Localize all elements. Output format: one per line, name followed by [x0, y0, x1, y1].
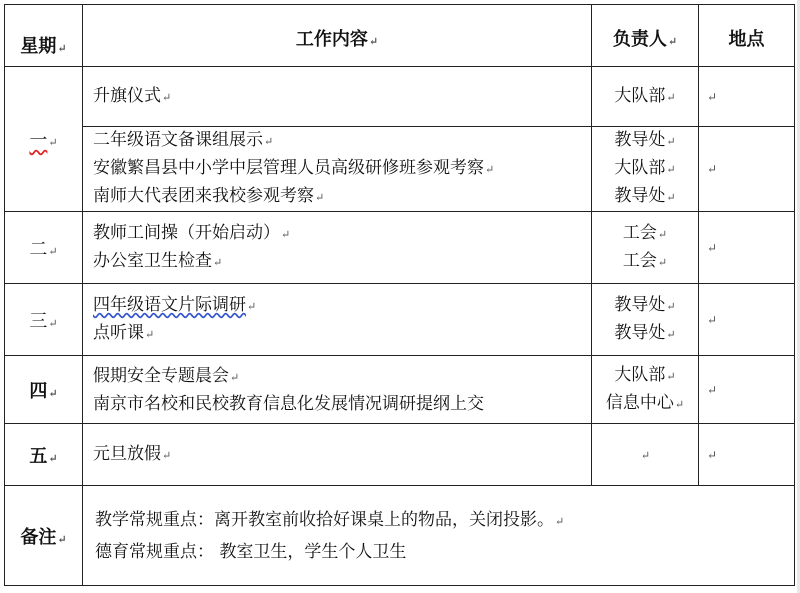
location-cell: ↵: [699, 67, 795, 127]
table-row-tuesday: [5, 212, 795, 284]
location-cell: ↵: [699, 127, 795, 212]
content-cell: 假期安全专题晨会↵ 南京市名校和民校教育信息化发展情况调研提纲上交: [83, 356, 592, 424]
content-cell: 升旗仪式↵: [83, 67, 592, 127]
header-day: 星期↵: [5, 5, 83, 67]
content-cell: 二年级语文备课组展示↵ 安徽繁昌县中小学中层管理人员高级研修班参观考察↵ 南师大代表团来我校参观考察↵: [83, 127, 592, 212]
day-cell-monday: 一↵: [5, 67, 83, 212]
day-cell-wednesday: 三↵: [5, 284, 83, 356]
remarks-content-cell: 教学常规重点：离开教室前收拾好课桌上的物品，关闭投影。↵ 德育常规重点： 教室卫生，学生个人卫生: [83, 486, 795, 586]
header-responsible: 负责人↵: [592, 5, 699, 67]
table-row-monday-2: [5, 127, 795, 212]
responsible-cell: 教导处↵ 大队部↵ 教导处↵: [592, 127, 699, 212]
responsible-cell: ↵: [592, 424, 699, 486]
table-row-thursday: [5, 356, 795, 424]
responsible-cell: 大队部↵: [592, 67, 699, 127]
responsible-cell: 大队部↵ 信息中心↵: [592, 356, 699, 424]
day-cell-friday: 五↵: [5, 424, 83, 486]
table-row-friday: [5, 424, 795, 486]
content-cell: 元旦放假↵: [83, 424, 592, 486]
content-cell: 教师工间操（开始启动）↵ 办公室卫生检查↵: [83, 212, 592, 284]
header-content: 工作内容↵: [83, 5, 592, 67]
responsible-cell: 教导处↵ 教导处↵: [592, 284, 699, 356]
day-cell-thursday: 四↵: [5, 356, 83, 424]
responsible-cell: 工会↵ 工会↵: [592, 212, 699, 284]
location-cell: ↵: [699, 284, 795, 356]
table-row-wednesday: [5, 284, 795, 356]
header-location: 地点: [699, 5, 795, 67]
remarks-label-cell: 备注↵: [5, 486, 83, 586]
table-header-row: [5, 5, 795, 67]
day-cell-tuesday: 二↵: [5, 212, 83, 284]
location-cell: ↵: [699, 424, 795, 486]
content-cell: 四年级语文片际调研↵ 点听课↵: [83, 284, 592, 356]
location-cell: ↵: [699, 356, 795, 424]
table-row-monday-1: [5, 67, 795, 127]
weekly-schedule-table: [4, 4, 795, 586]
location-cell: ↵: [699, 212, 795, 284]
table-row-remarks: [5, 486, 795, 586]
